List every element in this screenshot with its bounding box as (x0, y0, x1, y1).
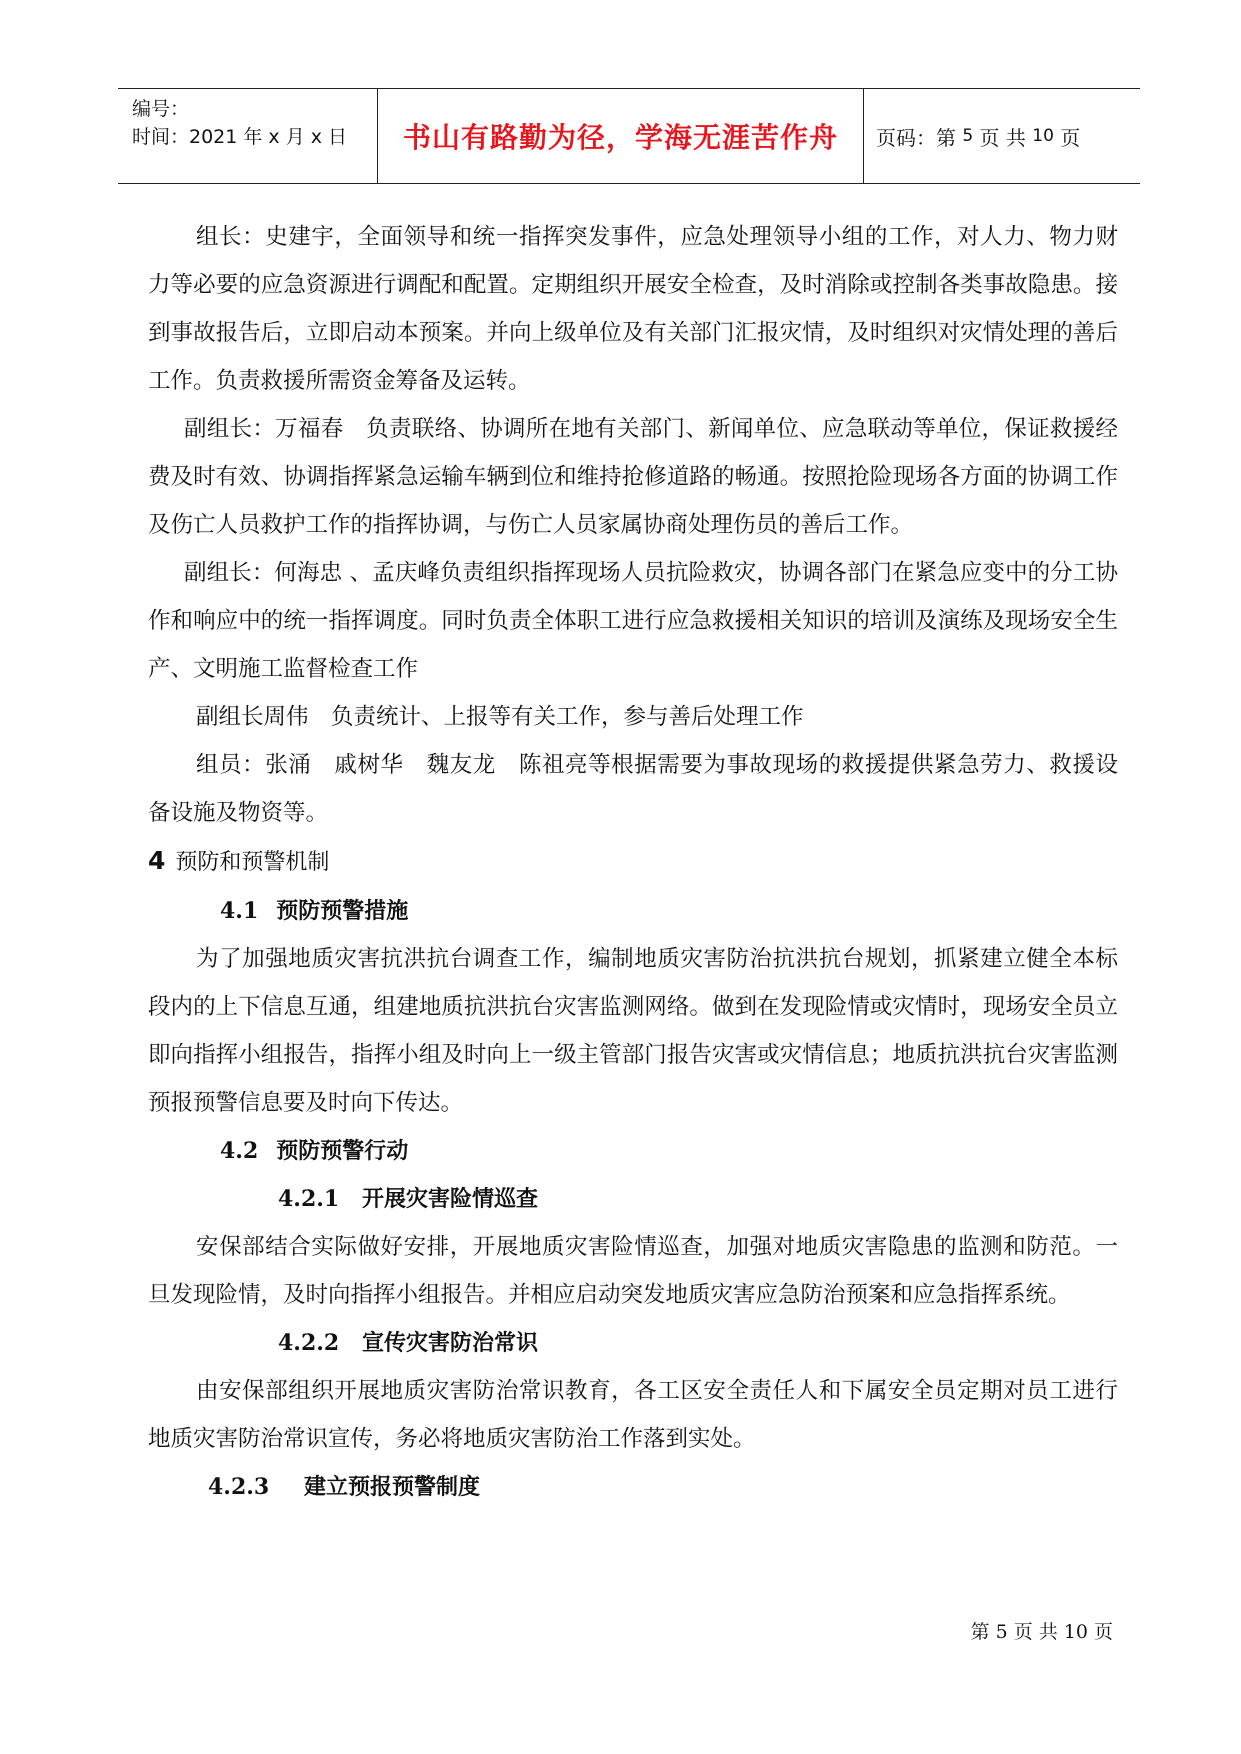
header-page-info (876, 89, 1080, 183)
section-title: 开展灾害险情巡查 (362, 1186, 539, 1212)
section-title: 宣传灾害防治常识 (362, 1330, 539, 1356)
section-number: 4.2.1 (278, 1186, 340, 1212)
section-heading-4 (148, 837, 1118, 887)
section-number: 4 (148, 846, 166, 875)
page-prefix: 页码：第 (876, 125, 956, 150)
header-divider (863, 89, 864, 183)
paragraph-deputy-zhou: 副组长周伟 负责统计、上报等有关工作，参与善后处理工作 (196, 704, 804, 730)
time-label: 时间：2021 年 x 月 x 日 (132, 126, 348, 148)
section-number: 4.2.2 (278, 1330, 340, 1356)
section-heading-4-2-3 (148, 1463, 1118, 1511)
paragraph-publicity: 由安保部组织开展地质灾害防治常识教育，各工区安全责任人和下属安全员定期对员工进行地质灾害防治常识宣传，务必将地质灾害防治工作落到实处。 (148, 1378, 1118, 1452)
page-mid: 页 共 (979, 125, 1026, 150)
page-total: 10 (1032, 126, 1054, 146)
paragraph-deputy-he: 副组长：何海忠 、孟庆峰负责组织指挥现场人员抗险救灾，协调各部门在紧急应变中的分工协作和响应中的统一指挥调度。同时负责全体职工进行应急救援相关知识的培训及演练及现场安全生产、文明施工监督检查工作 (148, 560, 1118, 682)
page-number: 5 (962, 126, 974, 146)
section-number: 4.2.3 (208, 1474, 270, 1500)
paragraph-team-leader: 组长：史建宇，全面领导和统一指挥突发事件，应急处理领导小组的工作，对人力、物力财力等必要的应急资源进行调配和配置。定期组织开展安全检查，及时消除或控制各类事故隐患。接到事故报告后，立即启动本预案。并向上级单位及有关部门汇报灾情，及时组织对灾情处理的善后工作。负责救援所需资金筹备及运转。 (148, 224, 1118, 394)
section-number: 4.2 (220, 1138, 259, 1164)
section-title: 预防和预警机制 (175, 850, 330, 875)
page-suffix: 页 (1060, 125, 1081, 150)
paragraph-members: 组员：张涌 戚树华 魏友龙 陈祖亮等根据需要为事故现场的救援提供紧急劳力、救援设备设施及物资等。 (148, 752, 1118, 826)
header-motto: 书山有路勤为径，学海无涯苦作舟 (402, 121, 838, 154)
section-title: 建立预报预警制度 (304, 1474, 481, 1500)
document-body (148, 213, 1118, 1511)
section-title: 预防预警行动 (276, 1138, 409, 1164)
section-heading-4-2-2 (148, 1319, 1118, 1367)
header-meta (132, 95, 347, 151)
paragraph-prevention-measures: 为了加强地质灾害抗洪抗台调查工作，编制地质灾害防治抗洪抗台规划，抓紧建立健全本标段内的上下信息互通，组建地质抗洪抗台灾害监测网络。做到在发现险情或灾情时，现场安全员立即向指挥小组报告，指挥小组及时向上一级主管部门报告灾害或灾情信息；地质抗洪抗台灾害监测预报预警信息要及时向下传达。 (148, 946, 1118, 1116)
paragraph-deputy-wan: 副组长：万福春 负责联络、协调所在地有关部门、新闻单位、应急联动等单位，保证救援经费及时有效、协调指挥紧急运输车辆到位和维持抢修道路的畅通。按照抢险现场各方面的协调工作及伤亡人员救护工作的指挥协调，与伤亡人员家属协商处理伤员的善后工作。 (148, 416, 1118, 538)
page-footer: 第 5 页 共 10 页 (970, 1621, 1113, 1643)
number-label: 编号： (132, 98, 190, 120)
section-heading-4-1 (148, 887, 1118, 935)
section-title: 预防预警措施 (276, 898, 409, 924)
paragraph-hazard-patrol: 安保部结合实际做好安排，开展地质灾害险情巡查，加强对地质灾害隐患的监测和防范。一旦发现险情，及时向指挥小组报告。并相应启动突发地质灾害应急防治预案和应急指挥系统。 (148, 1234, 1118, 1308)
section-heading-4-2-1 (148, 1175, 1118, 1223)
section-number: 4.1 (220, 898, 259, 924)
header-table (118, 88, 1140, 184)
section-heading-4-2 (148, 1127, 1118, 1175)
